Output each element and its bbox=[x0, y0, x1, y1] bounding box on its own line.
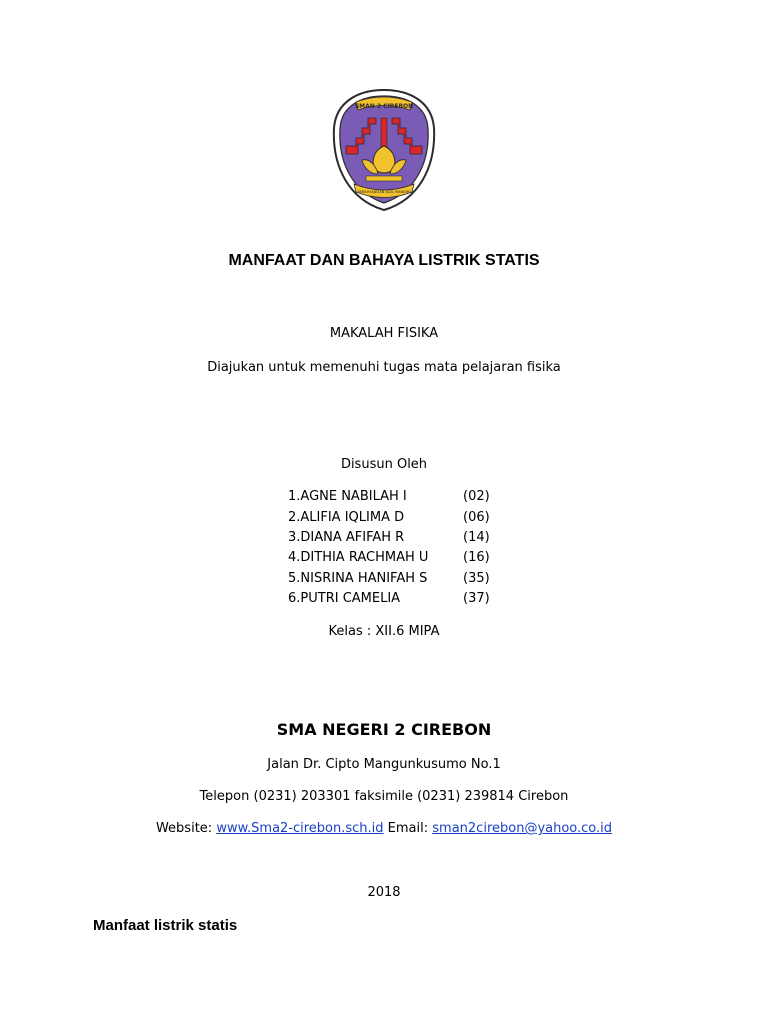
website-link[interactable]: www.Sma2-cirebon.sch.id bbox=[216, 821, 384, 836]
logo-motto: PARAHYANGAN ADIL MANDIRI bbox=[357, 190, 411, 194]
school-logo bbox=[332, 88, 436, 212]
member-number: (35) bbox=[463, 571, 490, 586]
school-phone: Telepon (0231) 203301 faksimile (0231) 239814 Cirebon bbox=[199, 789, 569, 804]
purpose-text: Diajukan untuk memenuhi tugas mata pelajaran fisika bbox=[207, 360, 561, 375]
member-number: (16) bbox=[463, 550, 490, 565]
member-number: (02) bbox=[463, 489, 490, 504]
authored-by-label: Disusun Oleh bbox=[340, 457, 428, 472]
logo-text: SMAN 2 CIREBON bbox=[354, 103, 414, 110]
member-number: (14) bbox=[463, 530, 490, 545]
logo-base bbox=[366, 176, 402, 181]
school-contact bbox=[0, 821, 768, 836]
member-number: (37) bbox=[463, 591, 490, 606]
school-address: Jalan Dr. Cipto Mangunkusumo No.1 bbox=[267, 757, 501, 772]
member-number: (06) bbox=[463, 510, 490, 525]
member-name: 1.AGNE NABILAH I bbox=[288, 489, 407, 504]
school-name: SMA NEGERI 2 CIREBON bbox=[276, 720, 492, 739]
class-label: Kelas : XII.6 MIPA bbox=[328, 624, 440, 639]
member-name: 6.PUTRI CAMELIA bbox=[288, 591, 401, 606]
member-name: 3.DIANA AFIFAH R bbox=[288, 530, 405, 545]
member-name: 2.ALIFIA IQLIMA D bbox=[288, 510, 405, 525]
email-label: Email: bbox=[383, 821, 433, 836]
year: 2018 bbox=[367, 885, 401, 900]
member-name: 5.NISRINA HANIFAH S bbox=[288, 571, 428, 586]
member-name: 4.DITHIA RACHMAH U bbox=[288, 550, 429, 565]
document-title: MANFAAT DAN BAHAYA LISTRIK STATIS bbox=[228, 252, 540, 269]
email-link[interactable]: sman2cirebon@yahoo.co.id bbox=[432, 821, 613, 836]
website-label: Website: bbox=[155, 821, 217, 836]
document-subtitle: MAKALAH FISIKA bbox=[329, 326, 439, 341]
section-heading: Manfaat listrik statis bbox=[93, 917, 238, 934]
